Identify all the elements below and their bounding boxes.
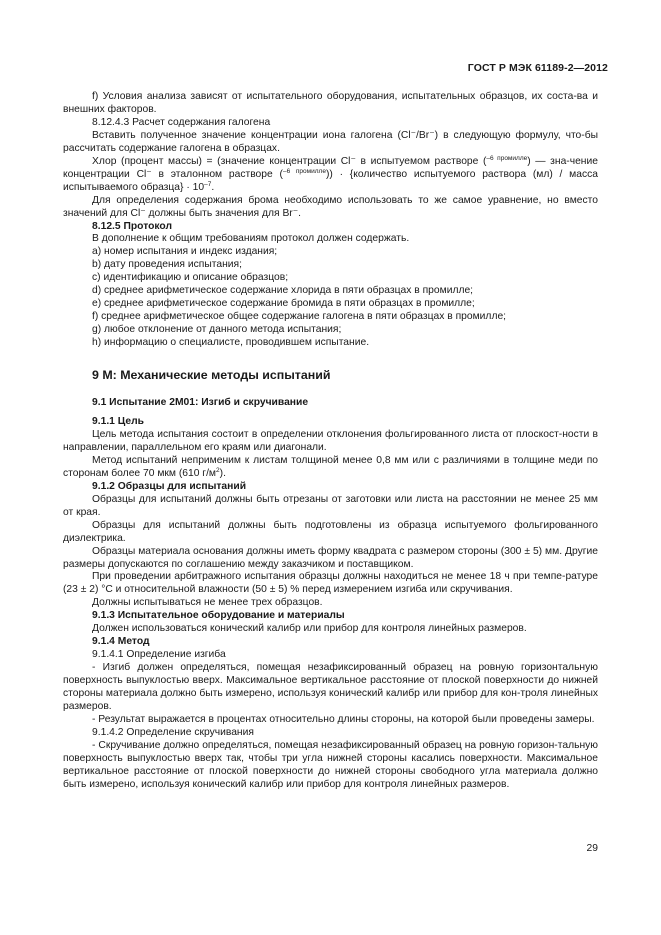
paragraph-equipment: Должен использоваться конический калибр или прибор для контроля линейных размеров. xyxy=(92,623,527,635)
list-item: d) среднее арифметическое содержание хлорида в пяти образцах в промилле; xyxy=(92,285,474,297)
page-content xyxy=(63,91,598,792)
paragraph-bow-result: - Результат выражается в процентах относительно длины стороны, на которой были проведены замеры. xyxy=(92,713,595,725)
formula-sup-3: –7 xyxy=(204,180,212,188)
clause-heading-9-1-4: 9.1.4 Метод xyxy=(92,636,150,648)
formula-part-a: Хлор (процент массы) = (значение концентрации Cl⁻ в испытуемом растворе ( xyxy=(92,155,487,167)
list-item: g) любое отклонение от данного метода испытания; xyxy=(92,324,342,336)
paragraph-bromine: Для определения содержания брома необходимо использовать то же самое уравнение, но вместо значений для Cl⁻ должны быть значения для Br⁻. xyxy=(63,194,598,219)
paragraph-twist-procedure: - Скручивание должно определяться, помещая незафиксированный образец на ровную горизон-тальную поверхность выпуклостью вверх так, чтобы три угла нижней стороны касались поверхности. Максимальное вертикальное расстояние от плоской поверхности до нижней стороны свободного угла материала должно быть измерено, используя конический калибр или прибор для контроля линейных размеров. xyxy=(63,739,598,790)
paragraph-bow-procedure: - Изгиб должен определяться, помещая незафиксированный образец на ровную горизонтальную поверхность выпуклостью вверх. Максимальное вертикальное расстояние от плоской поверхности до нижней стороны материала должно быть измерено, используя конический калибр или прибор для кон-троля линейных размеров. xyxy=(63,662,598,712)
limits-sup: 2 xyxy=(216,466,220,474)
list-item: h) информацию о специалисте, проводившем испытание. xyxy=(92,337,370,349)
paragraph-specimen-size: Образцы материала основания должны иметь форму квадрата с размером стороны (300 ± 5) мм. Другие размеры допускаются по соглашению между заказчиком и поставщиком. xyxy=(63,545,598,570)
list-item: f) среднее арифметическое общее содержание галогена в пяти образцах в промилле; xyxy=(92,311,507,323)
paragraph-specimen-count: Должны испытываться не менее трех образцов. xyxy=(92,597,323,609)
paragraph-method-limits xyxy=(63,455,598,481)
paragraph-purpose: Цель метода испытания состоит в определении отклонения фольгированного листа от плоскост-ности в направлении, параллельном его краям или диагонали. xyxy=(63,428,598,453)
paragraph-specimen-prep: Образцы для испытаний должны быть подготовлены из образца испытуемого фольгированного диэлектрика. xyxy=(63,519,598,544)
formula-sup-2: –6 промилле xyxy=(282,167,326,175)
clause-heading-9-1-1: 9.1.1 Цель xyxy=(92,416,145,428)
clause-heading-9-1-4-2: 9.1.4.2 Определение скручивания xyxy=(92,726,254,738)
clause-heading-9-1-2: 9.1.2 Образцы для испытаний xyxy=(92,480,247,492)
section-heading-9: 9 М: Механические методы испытаний xyxy=(92,368,331,383)
list-item: a) номер испытания и индекс издания; xyxy=(92,246,278,258)
protocol-list xyxy=(63,246,598,350)
list-item: e) среднее арифметическое содержание бромида в пяти образцах в промилле; xyxy=(92,298,475,310)
list-item: c) идентификацию и описание образцов; xyxy=(92,272,289,284)
subclause-heading-8-12-4-3: 8.12.4.3 Расчет содержания галогена xyxy=(92,116,271,128)
clause-heading-9-1-3: 9.1.3 Испытательное оборудование и материалы xyxy=(92,610,345,622)
formula-part-c: )) · {количество испытуемого раствора (мл) / масса испытываемого образца} · 10 xyxy=(63,168,599,193)
list-item: b) дату проведения испытания; xyxy=(92,259,242,271)
limits-part-b: ). xyxy=(219,467,226,479)
subclause-heading-8-12-5: 8.12.5 Протокол xyxy=(92,220,173,232)
clause-heading-9-1: 9.1 Испытание 2М01: Изгиб и скручивание xyxy=(92,397,309,409)
paragraph-conditions: f) Условия анализа зависят от испытательного оборудования, испытательных образцов, их соста-ва и внешних факторов. xyxy=(63,91,598,115)
formula-part-b: ) — зна-чение концентрации Cl⁻ в эталонном растворе ( xyxy=(63,155,598,180)
paragraph-protocol-intro: В дополнение к общим требованиям протокол должен содержать. xyxy=(92,233,410,245)
document-header: ГОСТ Р МЭК 61189-2—2012 xyxy=(467,62,608,74)
paragraph-insert-value: Вставить полученное значение концентрации иона галогена (Cl⁻/Br⁻) в следующую формулу, что-бы рассчитать содержание галогена в образцах. xyxy=(63,129,598,154)
clause-heading-9-1-4-1: 9.1.4.1 Определение изгиба xyxy=(92,649,226,661)
paragraph-specimen-cut: Образцы для испытаний должны быть отрезаны от заготовки или листа на расстоянии не менее 25 мм от края. xyxy=(63,493,598,518)
paragraph-conditioning: При проведении арбитражного испытания образцы должны находиться не менее 18 ч при темпе-ратуре (23 ± 2) °С и относительной влажности (50 ± 5) % перед измерением изгиба или скручивания. xyxy=(63,571,598,596)
limits-part-a: Метод испытаний неприменим к листам толщиной менее 0,8 мм или с различиями в толщине меди по сторонам более 70 мкм (610 г/м xyxy=(63,454,598,479)
formula-chlorine xyxy=(63,156,598,195)
formula-part-d: . xyxy=(211,181,215,193)
formula-sup-1: –6 промилле xyxy=(486,154,528,162)
page-number: 29 xyxy=(586,843,598,854)
